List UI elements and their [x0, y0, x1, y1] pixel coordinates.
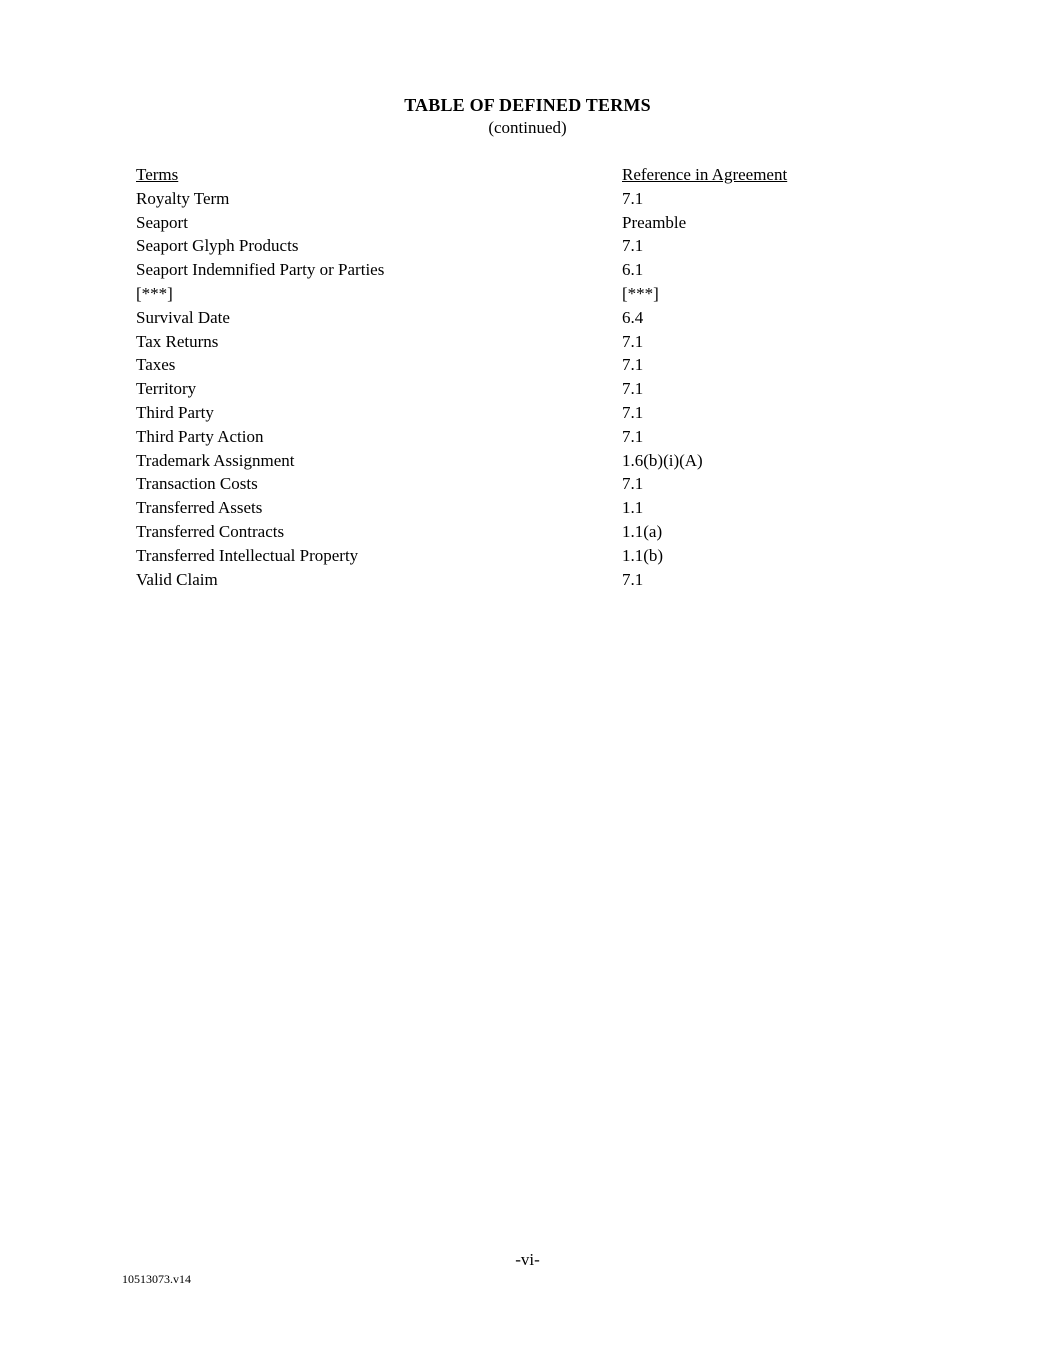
table-row — [136, 258, 836, 282]
table-row — [136, 377, 836, 401]
defined-terms-table — [136, 163, 836, 591]
column-header-terms-label: Terms — [136, 165, 179, 184]
reference-cell: 7.1 — [622, 331, 644, 351]
table-row — [136, 425, 836, 449]
table-row — [136, 449, 836, 473]
term-cell: Taxes — [136, 355, 176, 375]
table-row — [136, 211, 836, 235]
table-row — [136, 496, 836, 520]
term-cell: Seaport — [136, 212, 188, 232]
reference-cell: Preamble — [622, 212, 687, 232]
reference-cell: 6.4 — [622, 307, 644, 327]
term-cell: Transferred Intellectual Property — [136, 545, 359, 565]
term-cell: Territory — [136, 379, 197, 399]
reference-cell: 1.1(a) — [622, 521, 663, 541]
table-body — [136, 187, 836, 592]
reference-cell: 7.1 — [622, 236, 644, 256]
term-cell: Tax Returns — [136, 331, 219, 351]
column-header-terms — [136, 163, 622, 187]
document-id: 10513073.v14 — [122, 1272, 191, 1286]
reference-cell: 1.6(b)(i)(A) — [622, 450, 703, 470]
column-header-reference — [622, 163, 836, 187]
reference-cell: 7.1 — [622, 188, 644, 208]
term-cell: Transferred Assets — [136, 498, 263, 518]
table-header-row — [136, 163, 836, 187]
page-number: -vi- — [515, 1250, 540, 1269]
term-cell: Trademark Assignment — [136, 450, 295, 470]
reference-cell: 7.1 — [622, 355, 644, 375]
term-cell: Third Party — [136, 402, 214, 422]
table-row — [136, 330, 836, 354]
table-row — [136, 282, 836, 306]
reference-cell: 7.1 — [622, 402, 644, 422]
term-cell: Survival Date — [136, 307, 230, 327]
column-header-reference-label: Reference in Agreement — [622, 165, 788, 184]
term-cell: Valid Claim — [136, 569, 218, 589]
reference-cell: 1.1(b) — [622, 545, 664, 565]
term-cell: Transaction Costs — [136, 474, 258, 494]
table-row — [136, 472, 836, 496]
table-row — [136, 544, 836, 568]
reference-cell: 7.1 — [622, 379, 644, 399]
reference-cell: 6.1 — [622, 260, 644, 280]
reference-cell: [***] — [622, 283, 659, 303]
table-row — [136, 353, 836, 377]
reference-cell: 1.1 — [622, 498, 644, 518]
document-header — [0, 95, 1055, 138]
term-cell: Seaport Indemnified Party or Parties — [136, 260, 385, 280]
table-row — [136, 401, 836, 425]
term-cell: [***] — [136, 283, 173, 303]
term-cell: Third Party Action — [136, 426, 264, 446]
reference-cell: 7.1 — [622, 474, 644, 494]
reference-cell: 7.1 — [622, 426, 644, 446]
page-title: TABLE OF DEFINED TERMS — [404, 95, 651, 115]
table-row — [136, 187, 836, 211]
table-row — [136, 568, 836, 592]
term-cell: Royalty Term — [136, 188, 230, 208]
table-row — [136, 520, 836, 544]
page-subtitle: (continued) — [488, 118, 567, 137]
table-row — [136, 234, 836, 258]
term-cell: Transferred Contracts — [136, 521, 285, 541]
table-row — [136, 306, 836, 330]
term-cell: Seaport Glyph Products — [136, 236, 299, 256]
reference-cell: 7.1 — [622, 569, 644, 589]
